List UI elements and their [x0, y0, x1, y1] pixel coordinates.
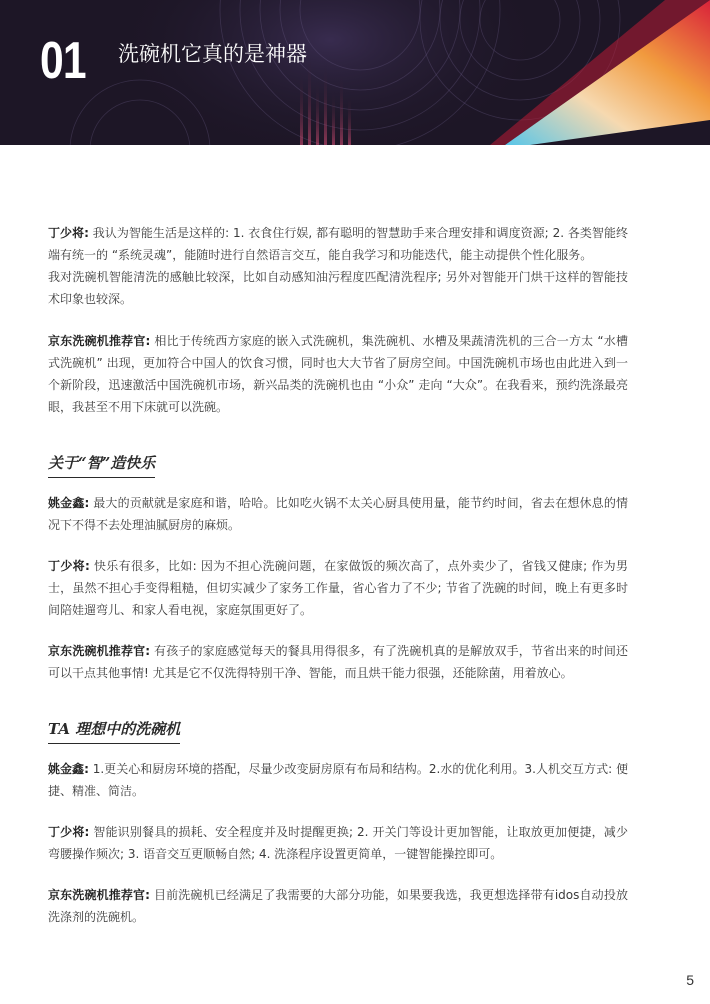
chapter-title: 洗碗机它真的是神器 [118, 42, 307, 66]
answer-text: 1.更关心和厨房环境的搭配，尽量少改变厨房原有布局和结构。2.水的优化利用。3.人机交互方式: 便捷、精准、简洁。 [48, 762, 628, 798]
speaker-name: 姚金鑫: [48, 762, 89, 776]
answer-text: 相比于传统西方家庭的嵌入式洗碗机，集洗碗机、水槽及果蔬清洗机的三合一方太 “水槽式洗碗机” 出现，更加符合中国人的饮食习惯，同时也大大节省了厨房空间。中国洗碗机市场也由此进入到一个新阶段，迅速激活中国洗碗机市场，新兴品类的洗碗机也由 “小众” 走向 “大众”。在我看来，预约洗涤最亮眼，我甚至不用下床就可以洗碗。 [48, 334, 628, 414]
speaker-name: 丁少将: [48, 559, 90, 573]
intro-answer-2 [48, 330, 628, 418]
intro-answer-1 [48, 222, 628, 310]
answer-text: 最大的贡献就是家庭和谐，哈哈。比如吃火锅不太关心厨具使用量，能节约时间，省去在想休息的情况下不得不去处理油腻厨房的麻烦。 [48, 496, 628, 532]
answer-text: 我认为智能生活是这样的: 1. 衣食住行娱, 都有聪明的智慧助手来合理安排和调度资源; 2. 各类智能终端有统一的 “系统灵魂”，能随时进行自然语言交互，能自我学习和功能迭代，能主动提供个性化服务。 [48, 226, 628, 262]
speaker-name: 丁少将: [48, 226, 89, 240]
chapter-number: 01 [40, 32, 86, 90]
speaker-name: 京东洗碗机推荐官: [48, 888, 150, 902]
answer-text-extra: 我对洗碗机智能清洗的感触比较深，比如自动感知油污程度匹配清洗程序; 另外对智能开门烘干这样的智能技术印象也较深。 [48, 270, 628, 306]
answer-text: 目前洗碗机已经满足了我需要的大部分功能，如果要我选，我更想选择带有idos自动投放洗涤剂的洗碗机。 [48, 888, 628, 924]
banner-decoration [0, 0, 710, 145]
speaker-name: 京东洗碗机推荐官: [48, 644, 151, 658]
answer-text: 快乐有很多，比如: 因为不担心洗碗问题，在家做饭的频次高了，点外卖少了，省钱又健康; 作为男士，虽然不担心手变得粗糙，但切实减少了家务工作量，省心省力了不少; 节省了洗碗的时间，晚上有更多时间陪娃遛弯儿、和家人看电视，家庭氛围更好了。 [48, 559, 628, 617]
section-heading-1: 关于“智”造快乐 [48, 452, 155, 478]
section1-answer-3 [48, 640, 628, 684]
speaker-name: 丁少将: [48, 825, 90, 839]
article-body [48, 222, 628, 928]
section2-answer-2 [48, 821, 628, 865]
section2-answer-3 [48, 884, 628, 928]
answer-text: 智能识别餐具的损耗、安全程度并及时提醒更换; 2. 开关门等设计更加智能，让取放更加便捷，减少弯腰操作频次; 3. 语音交互更顺畅自然; 4. 洗涤程序设置更简单，一键智能操控即可。 [48, 825, 628, 861]
page-number: 5 [686, 972, 694, 988]
section2-answer-1 [48, 758, 628, 802]
speaker-name: 京东洗碗机推荐官: [48, 334, 151, 348]
section1-answer-1 [48, 492, 628, 536]
answer-text: 有孩子的家庭感觉每天的餐具用得很多，有了洗碗机真的是解放双手，节省出来的时间还可以干点其他事情! 尤其是它不仅洗得特别干净、智能，而且烘干能力很强，还能除菌，用着放心。 [48, 644, 628, 680]
section-heading-2: TA 理想中的洗碗机 [48, 718, 180, 744]
section1-answer-2 [48, 555, 628, 621]
header-banner [0, 0, 710, 145]
speaker-name: 姚金鑫: [48, 496, 90, 510]
